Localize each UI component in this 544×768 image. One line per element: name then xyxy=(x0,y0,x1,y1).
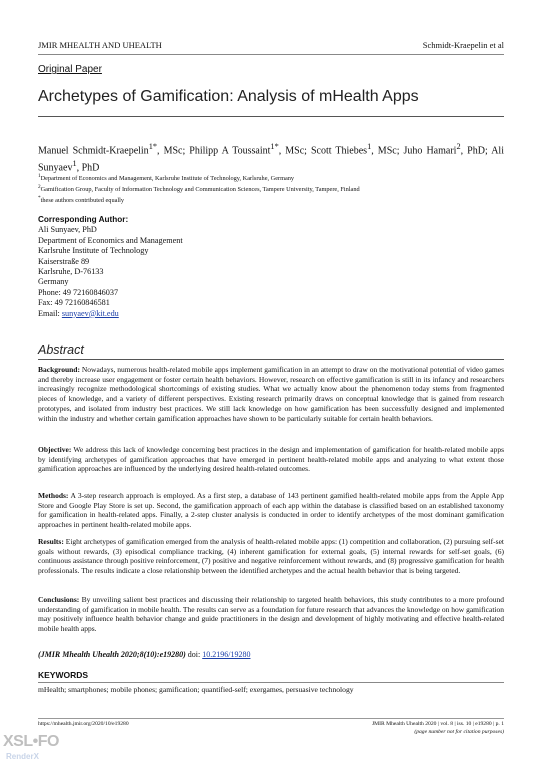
author-name: , MSc; Juho Hamari xyxy=(371,145,457,157)
author-affil-mark: 1* xyxy=(148,142,158,151)
keywords-list: mHealth; smartphones; mobile phones; gamification; quantified-self; exergames, persuasive technology xyxy=(38,685,354,694)
affiliation-2 xyxy=(38,183,504,194)
affiliation-note xyxy=(38,194,504,205)
doi-link[interactable]: 10.2196/19280 xyxy=(202,650,251,659)
section-text: By unveiling salient best practices and discussing their relationship to targeted health behaviors, this study contributes to a more profound understanding of gamification in mobile health. The results can serve as a foundation for future research that advances the knowledge on how gamification may positively influence health behavior change and guide practitioners in the design and development of highly motivating and effective health-related mobile health apps. xyxy=(38,595,504,634)
abstract-heading: Abstract xyxy=(38,343,84,357)
corr-line: Fax: 49 72160846581 xyxy=(38,298,110,308)
abstract-divider xyxy=(38,359,504,360)
author-name: , MSc; Scott Thiebes xyxy=(278,145,368,157)
xslfo-logo: XSL•FO xyxy=(3,733,59,750)
author-degree: , PhD xyxy=(76,162,100,174)
section-label: Methods: xyxy=(38,491,69,500)
abstract-objective xyxy=(38,445,504,474)
corr-line: Karlsruhe Institute of Technology xyxy=(38,246,149,256)
paper-title: Archetypes of Gamification: Analysis of mHealth Apps xyxy=(38,88,419,105)
citation-ref: (JMIR Mhealth Uhealth 2020;8(10):e19280) xyxy=(38,650,186,659)
footer-url[interactable]: https://mhealth.jmir.org/2020/10/e19280 xyxy=(38,721,129,727)
author-name: , PhD; Ali Sunyaev xyxy=(38,145,504,174)
title-divider xyxy=(38,116,504,117)
corr-line: Kaiserstraße 89 xyxy=(38,256,90,266)
author-affil-mark: 1 xyxy=(72,159,77,169)
corr-line: Department of Economics and Management xyxy=(38,235,183,245)
running-header xyxy=(38,40,504,54)
keywords-heading: KEYWORDS xyxy=(38,670,89,680)
abstract-results xyxy=(38,537,504,576)
renderx-logo: RenderX xyxy=(6,752,39,761)
author-affil-mark: 2 xyxy=(456,142,461,151)
section-label: Results: xyxy=(38,537,64,546)
author-name: , MSc; Philipp A Toussaint xyxy=(157,145,271,157)
footer-note: (page number not for citation purposes) xyxy=(414,728,504,735)
footer-divider xyxy=(38,718,504,719)
corr-line: Germany xyxy=(38,277,69,287)
author-name: Manuel Schmidt-Kraepelin xyxy=(38,145,149,157)
article-type: Original Paper xyxy=(38,64,102,75)
section-text: A 3-step research approach is employed. As a first step, a database of 143 pertinent gamified health-related mobile apps from the Apple App Store and Google Play Store is set up. Second, the gamification approach of each app within the database is classified based on an established taxonomy for gamification in health-related apps. Finally, a 2-step cluster analysis is conducted in order to identify archetypes of the most dominant gamification approaches in pertinent health-related mobile apps. xyxy=(38,491,504,530)
affiliation-1 xyxy=(38,172,504,183)
doi-label: doi: xyxy=(185,650,203,659)
journal-name: JMIR MHEALTH AND UHEALTH xyxy=(38,40,162,50)
section-label: Objective: xyxy=(38,445,72,454)
email-line xyxy=(38,309,183,319)
footer-info xyxy=(372,721,504,736)
corresponding-author xyxy=(38,215,183,319)
affil-text: Department of Economics and Management, Karlsruhe Institute of Technology, Karlsruhe, Germany xyxy=(40,175,295,183)
affil-num: 1 xyxy=(38,173,41,179)
abstract-background xyxy=(38,365,504,423)
author-affil-mark: 1 xyxy=(367,142,372,151)
abstract-conclusions xyxy=(38,595,504,634)
affil-num: * xyxy=(38,195,41,201)
affil-text: Gamification Group, Faculty of Information Technology and Communication Sciences, Tampere University, Tampere, Finland xyxy=(40,186,360,194)
author-affil-mark: 1* xyxy=(270,142,279,151)
section-text: Nowadays, numerous health-related mobile apps implement gamification in an attempt to draw on the motivational potential of video games and thereby increase user engagement or foster certain health behaviors. However, research on effective gamification is still in its infancy and researchers increasingly recognize methodological shortcomings of existing studies. What we actually know about the phenomenon today stems from fragmented pieces of knowledge, and a variety of different perspectives. Existing research primarily draws on conceptual knowledge that is gained from research prototypes, and isolated from industry best practices. We still lack knowledge on how gamification has been successfully designed and implemented within the industry and whether certain gamification approaches have shown to be particularly suitable for certain health behaviors. xyxy=(38,365,504,423)
corr-line: Ali Sunyaev, PhD xyxy=(38,225,97,235)
header-divider xyxy=(38,54,504,55)
corr-line: Phone: 49 72160846037 xyxy=(38,287,119,297)
affil-num: 2 xyxy=(38,184,41,190)
affil-text: these authors contributed equally xyxy=(40,197,125,205)
section-label: Background: xyxy=(38,365,80,374)
author-list xyxy=(38,140,504,175)
section-text: We address this lack of knowledge concerning best practices in the design and implementation of gamification for health-related mobile apps by identifying archetypes of gamification approaches that have emerged in pertinent health-related mobile apps and analyzing to what extent those gamification approaches are influenced by the underlying desired health-related outcomes. xyxy=(38,445,504,474)
section-text: Eight archetypes of gamification emerged from the analysis of health-related mobile apps: (1) competition and collaboration, (2) pursuing self-set goals without rewards, (3) episodical compliance tracking, (4) inherent gamification for external goals, (5) internal rewards for self-set goals, (6) continuous assistance through positive reinforcement, (7) positive and negative reinforcement without rewards, and (8) progressive gamification for health professionals. The results indicate a close relationship between the identified archetypes and the actual health behavior that is being targeted. xyxy=(38,537,504,576)
email-link[interactable]: sunyaev@kit.edu xyxy=(61,308,119,318)
footer-citation: JMIR Mhealth Uhealth 2020 | vol. 8 | iss. 10 | e19280 | p. 1 xyxy=(371,721,504,727)
abstract-methods xyxy=(38,491,504,530)
citation-line xyxy=(38,650,250,659)
corr-line: Karlsruhe, D-76133 xyxy=(38,267,104,277)
email-label: Email: xyxy=(38,308,62,318)
running-author: Schmidt-Kraepelin et al xyxy=(422,40,504,50)
corresponding-label: Corresponding Author: xyxy=(38,215,129,224)
section-label: Conclusions: xyxy=(38,595,80,604)
keywords-divider xyxy=(38,682,504,683)
